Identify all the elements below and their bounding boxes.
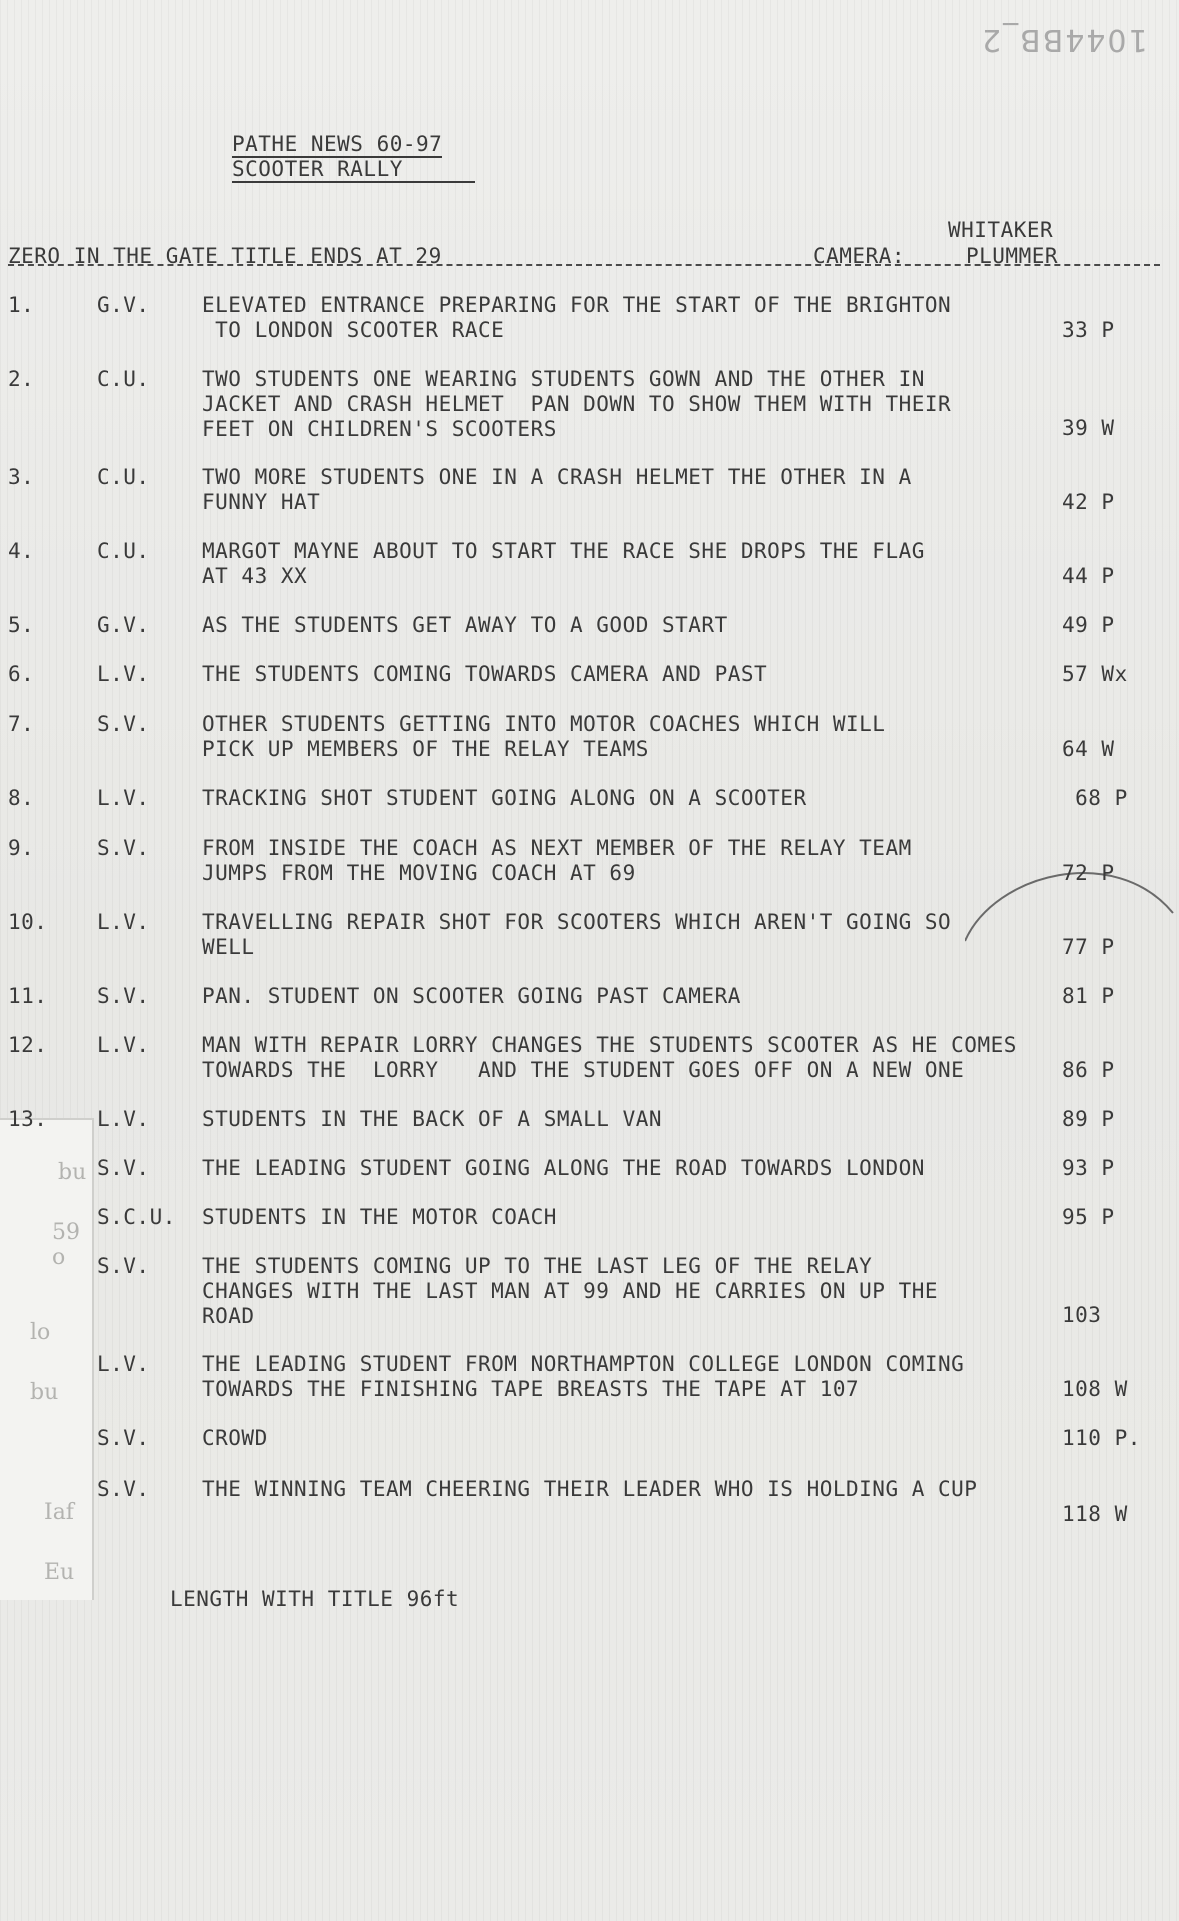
description-line: CROWD (202, 1426, 268, 1450)
shot-type: C.U. (97, 465, 150, 489)
footage-count: 64 W (1062, 737, 1115, 761)
footage-count: 49 P (1062, 613, 1115, 637)
shot-description (202, 1033, 1017, 1083)
shot-description (202, 662, 767, 687)
shot-description (202, 1205, 557, 1230)
shot-description (202, 1477, 977, 1502)
shot-number: 5. (8, 613, 35, 637)
header-underline (8, 264, 1160, 266)
description-line: WELL (202, 935, 255, 959)
shot-number: 13. (8, 1107, 48, 1131)
shot-type: L.V. (97, 786, 150, 810)
footage-count: 33 P (1062, 318, 1115, 342)
description-line: AT 43 XX (202, 564, 308, 588)
shot-type: L.V. (97, 1033, 150, 1057)
description-line: TRAVELLING REPAIR SHOT FOR SCOOTERS WHICH AREN'T GOING SO (202, 910, 952, 934)
description-line: TRACKING SHOT STUDENT GOING ALONG ON A SCOOTER (202, 786, 807, 810)
description-line: TWO MORE STUDENTS ONE IN A CRASH HELMET THE OTHER IN A (202, 465, 912, 489)
shot-number: 4. (8, 539, 35, 563)
shot-type: L.V. (97, 910, 150, 934)
attached-paper-strip (0, 1118, 94, 1600)
camera-name-2: PLUMMER (966, 244, 1059, 268)
footage-count: 95 P (1062, 1205, 1115, 1229)
description-line: MAN WITH REPAIR LORRY CHANGES THE STUDENTS SCOOTER AS HE COMES (202, 1033, 1017, 1057)
footage-count: 42 P (1062, 490, 1115, 514)
footage-count: 86 P (1062, 1058, 1115, 1082)
description-line: TO LONDON SCOOTER RACE (202, 318, 505, 342)
description-line: OTHER STUDENTS GETTING INTO MOTOR COACHES WHICH WILL (202, 712, 886, 736)
description-line: THE STUDENTS COMING UP TO THE LAST LEG OF THE RELAY (202, 1254, 873, 1278)
shot-description (202, 613, 728, 638)
handwriting-mark: Eu (44, 1560, 75, 1585)
footage-count: 110 P. (1062, 1426, 1141, 1450)
shot-description (202, 465, 912, 515)
shot-number: 9. (8, 836, 35, 860)
description-line: THE LEADING STUDENT FROM NORTHAMPTON COLLEGE LONDON COMING (202, 1352, 965, 1376)
handwriting-mark: 59 o (52, 1220, 80, 1270)
shot-number: 2. (8, 367, 35, 391)
shot-number: 1. (8, 293, 35, 317)
title-line-2: SCOOTER RALLY (232, 157, 475, 183)
footage-count: 108 W (1062, 1377, 1128, 1401)
shot-type: S.V. (97, 836, 150, 860)
description-line: PAN. STUDENT ON SCOOTER GOING PAST CAMERA (202, 984, 741, 1008)
shot-number: 3. (8, 465, 35, 489)
footage-count: 72 P (1062, 861, 1115, 885)
shot-number: 6. (8, 662, 35, 686)
shot-type: S.V. (97, 1254, 150, 1278)
shot-type: C.U. (97, 367, 150, 391)
shot-description (202, 786, 807, 811)
footage-count: 68 P (1062, 786, 1128, 810)
footage-count: 89 P (1062, 1107, 1115, 1131)
description-line: FEET ON CHILDREN'S SCOOTERS (202, 417, 557, 441)
description-line: THE LEADING STUDENT GOING ALONG THE ROAD TOWARDS LONDON (202, 1156, 925, 1180)
shot-type: L.V. (97, 1107, 150, 1131)
shot-type: L.V. (97, 662, 150, 686)
shot-type: S.V. (97, 1156, 150, 1180)
shot-number: 10. (8, 910, 48, 934)
description-line: TOWARDS THE FINISHING TAPE BREASTS THE TAPE AT 107 (202, 1377, 860, 1401)
shot-description (202, 910, 951, 960)
description-line: JUMPS FROM THE MOVING COACH AT 69 (202, 861, 636, 885)
description-line: AS THE STUDENTS GET AWAY TO A GOOD START (202, 613, 728, 637)
description-line: STUDENTS IN THE BACK OF A SMALL VAN (202, 1107, 663, 1131)
shot-type: G.V. (97, 293, 150, 317)
description-line: JACKET AND CRASH HELMET PAN DOWN TO SHOW THEM WITH THEIR (202, 392, 952, 416)
description-line: PICK UP MEMBERS OF THE RELAY TEAMS (202, 737, 649, 761)
shot-type: G.V. (97, 613, 150, 637)
shot-description (202, 1254, 938, 1329)
shot-description (202, 712, 885, 762)
shot-number: 8. (8, 786, 35, 810)
shot-type: S.V. (97, 712, 150, 736)
zero-in-gate-line: ZERO IN THE GATE TITLE ENDS AT 29 (8, 244, 442, 268)
shot-description (202, 1156, 925, 1181)
footage-count: 81 P (1062, 984, 1115, 1008)
shot-type: S.V. (97, 1477, 150, 1501)
shot-type: S.C.U. (97, 1205, 176, 1229)
description-line: MARGOT MAYNE ABOUT TO START THE RACE SHE DROPS THE FLAG (202, 539, 925, 563)
handwriting-mark: Iaf (44, 1500, 74, 1525)
shot-type: L.V. (97, 1352, 150, 1376)
footage-count: 118 W (1062, 1502, 1128, 1526)
description-line: TWO STUDENTS ONE WEARING STUDENTS GOWN AND THE OTHER IN (202, 367, 925, 391)
shot-type: S.V. (97, 984, 150, 1008)
length-with-title: LENGTH WITH TITLE 96ft (170, 1587, 460, 1611)
footage-count: 77 P (1062, 935, 1115, 959)
description-line: TOWARDS THE LORRY AND THE STUDENT GOES OFF ON A NEW ONE (202, 1058, 965, 1082)
footage-count: 103 (1062, 1303, 1102, 1327)
footage-count: 93 P (1062, 1156, 1115, 1180)
shot-number: 11. (8, 984, 48, 1008)
description-line: FROM INSIDE THE COACH AS NEXT MEMBER OF THE RELAY TEAM (202, 836, 912, 860)
handwriting-mark: bu (58, 1160, 87, 1185)
pencil-reference-number: 1044BB_2 (980, 22, 1148, 57)
description-line: CHANGES WITH THE LAST MAN AT 99 AND HE CARRIES ON UP THE (202, 1279, 939, 1303)
title-line-1: PATHE NEWS 60-97 (232, 132, 443, 156)
shot-description (202, 836, 912, 886)
shot-description (202, 367, 951, 442)
shot-type: S.V. (97, 1426, 150, 1450)
description-line: ROAD (202, 1304, 255, 1328)
shot-description (202, 293, 951, 343)
description-line: ELEVATED ENTRANCE PREPARING FOR THE START OF THE BRIGHTON (202, 293, 952, 317)
shot-description (202, 1352, 964, 1402)
shot-number: 12. (8, 1033, 48, 1057)
handwriting-mark: bu (30, 1380, 59, 1405)
description-line: THE STUDENTS COMING TOWARDS CAMERA AND PAST (202, 662, 768, 686)
shot-description (202, 984, 741, 1009)
shot-description (202, 539, 925, 589)
footage-count: 57 Wx (1062, 662, 1128, 686)
camera-label: CAMERA: (813, 244, 906, 268)
description-line: FUNNY HAT (202, 490, 321, 514)
shot-description (202, 1107, 662, 1132)
description-line: STUDENTS IN THE MOTOR COACH (202, 1205, 557, 1229)
camera-name-1: WHITAKER (948, 218, 1054, 242)
description-line: THE WINNING TEAM CHEERING THEIR LEADER WHO IS HOLDING A CUP (202, 1477, 978, 1501)
shot-type: C.U. (97, 539, 150, 563)
shot-number: 7. (8, 712, 35, 736)
handwriting-mark: lo (30, 1320, 51, 1345)
footage-count: 44 P (1062, 564, 1115, 588)
footage-count: 39 W (1062, 416, 1115, 440)
shot-description (202, 1426, 268, 1451)
